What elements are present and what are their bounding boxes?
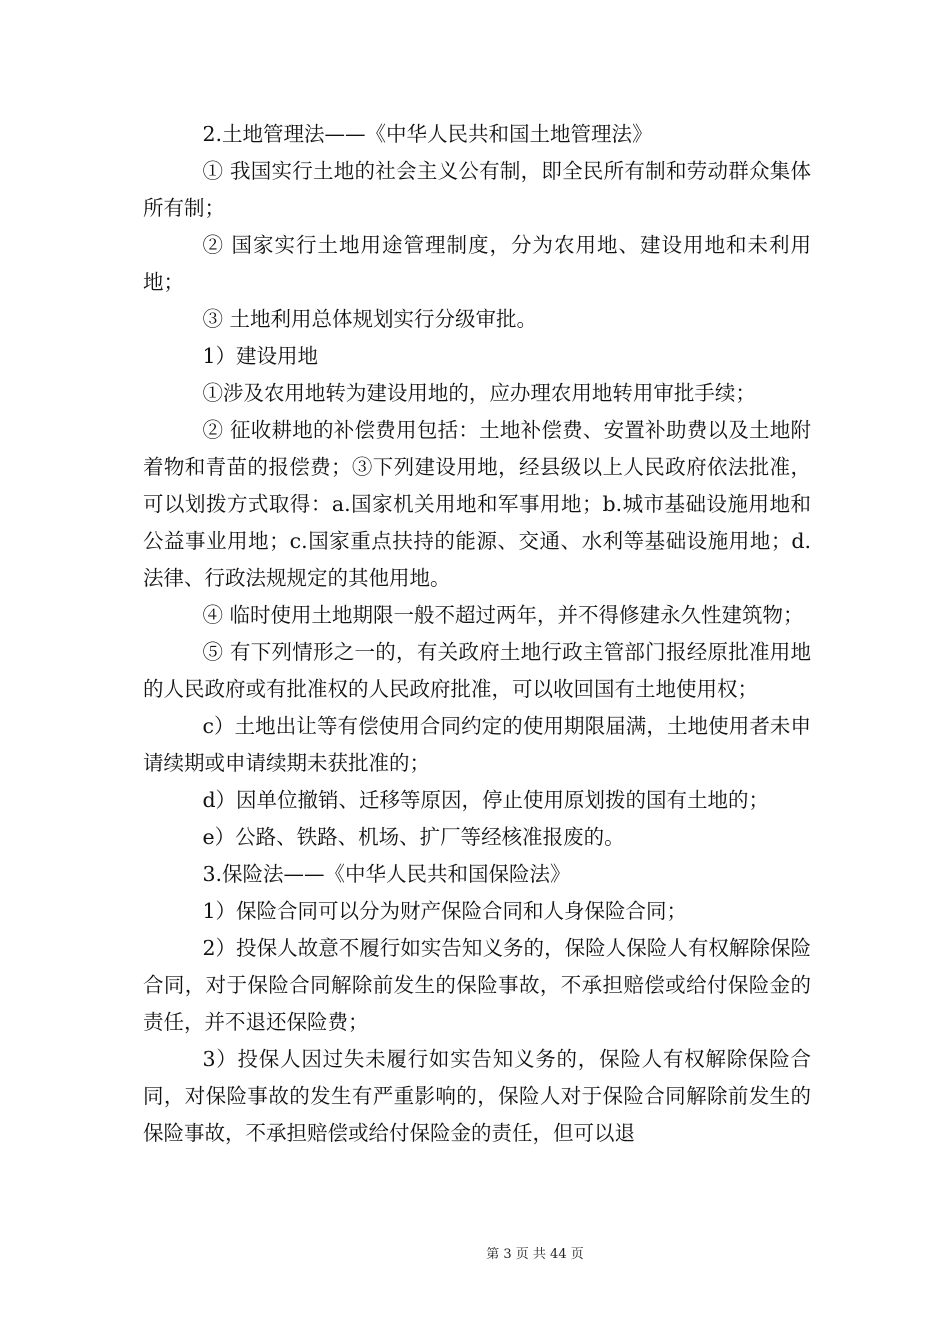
paragraph: ①涉及农用地转为建设用地的，应办理农用地转用审批手续； <box>202 381 756 405</box>
subsection-heading-construction-land: 1）建设用地 <box>202 344 318 368</box>
page-number: 第 3 页 共 44 页 <box>486 1247 584 1262</box>
paragraph: c）土地出让等有偿使用合同约定的使用期限届满，土地使用者未申请续期或申请续期未获批准的； <box>143 714 811 775</box>
paragraph: ② 国家实行土地用途管理制度，分为农用地、建设用地和未利用地； <box>143 233 811 294</box>
paragraph: ② 征收耕地的补偿费用包括：土地补偿费、安置补助费以及土地附着物和青苗的报偿费；③下列建设用地，经县级以上人民政府依法批准，可以划拨方式取得：a.国家机关用地和军事用地；b.城市基础设施用地和公益事业用地；c.国家重点扶持的能源、交通、水利等基础设施用地；d.法律、行政法规规定的其他用地。 <box>143 418 811 590</box>
document-body <box>143 116 811 1152</box>
page-footer <box>0 1243 950 1262</box>
section-heading-land-law: 2.土地管理法——《中华人民共和国土地管理法》 <box>202 122 653 146</box>
paragraph: ③ 土地利用总体规划实行分级审批。 <box>202 307 537 331</box>
paragraph: 3）投保人因过失未履行如实告知义务的，保险人有权解除保险合同，对保险事故的发生有严重影响的，保险人对于保险合同解除前发生的保险事故，不承担赔偿或给付保险金的责任，但可以退 <box>143 1047 811 1145</box>
paragraph: ⑤ 有下列情形之一的，有关政府土地行政主管部门报经原批准用地的人民政府或有批准权的人民政府批准，可以收回国有土地使用权； <box>143 640 811 701</box>
paragraph: 2）投保人故意不履行如实告知义务的，保险人保险人有权解除保险合同，对于保险合同解除前发生的保险事故，不承担赔偿或给付保险金的责任，并不退还保险费； <box>143 936 811 1034</box>
section-heading-insurance-law: 3.保险法——《中华人民共和国保险法》 <box>202 862 571 886</box>
paragraph: 1）保险合同可以分为财产保险合同和人身保险合同； <box>202 899 687 923</box>
paragraph: d）因单位撤销、迁移等原因，停止使用原划拨的国有土地的； <box>202 788 770 812</box>
paragraph: ① 我国实行土地的社会主义公有制，即全民所有制和劳动群众集体所有制； <box>143 159 811 220</box>
paragraph: e）公路、铁路、机场、扩厂等经核准报废的。 <box>202 825 625 849</box>
paragraph: ④ 临时使用土地期限一般不超过两年，并不得修建永久性建筑物； <box>202 603 804 627</box>
